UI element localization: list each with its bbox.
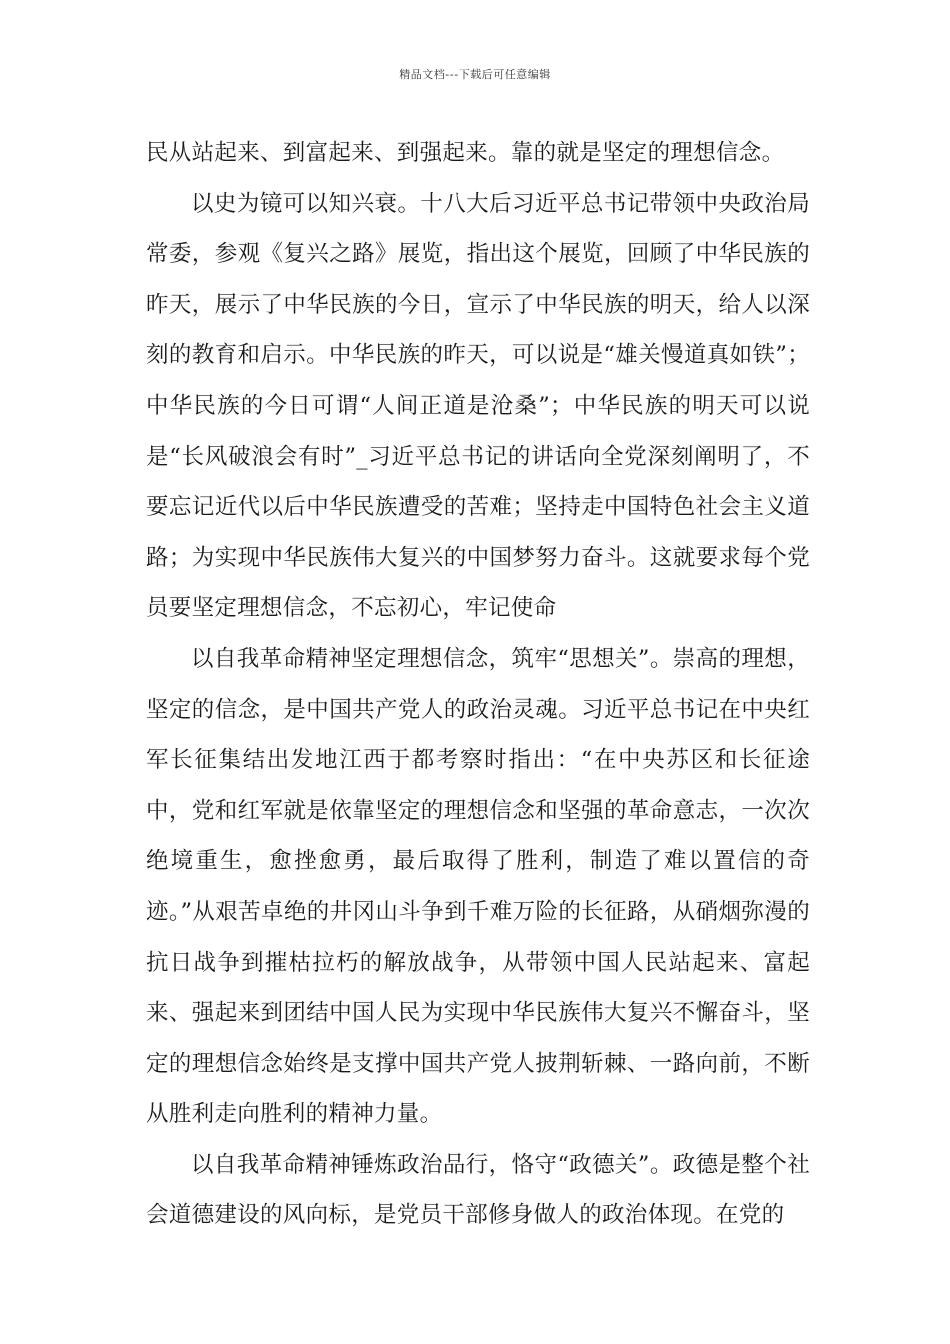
- paragraph-continuation: 民从站起来、到富起来、到强起来。靠的就是坚定的理想信念。: [146, 140, 785, 166]
- document-body: [146, 128, 810, 1241]
- paragraph-political-ethics: 以自我革命精神锤炼政治品行，恪守“政德关”。政德是整个社会道德建设的风向标，是党员干部修身做人的政治体现。在党的: [146, 1151, 810, 1229]
- page-header: 精品文档---下载后可任意编辑: [399, 68, 551, 81]
- paragraph-ideals-belief: 以自我革命精神坚定理想信念，筑牢“思想关”。崇高的理想，坚定的信念，是中国共产党人的政治灵魂。习近平总书记在中央红军长征集结出发地江西于都考察时指出：“在中央苏区和长征途中，党和红军就是依靠坚定的理想信念和坚强的革命意志，一次次绝境重生，愈挫愈勇，最后取得了胜利，制造了难以置信的奇迹。”从艰苦卓绝的井冈山斗争到千难万险的长征路，从硝烟弥漫的抗日战争到摧枯拉朽的解放战争，从带领中国人民站起来、富起来、强起来到团结中国人民为实现中华民族伟大复兴不懈奋斗，坚定的理想信念始终是支撑中国共产党人披荆斩棘、一路向前，不断从胜利走向胜利的精神力量。: [146, 645, 810, 1128]
- paragraph-history-mirror: 以史为镜可以知兴衰。十八大后习近平总书记带领中央政治局常委，参观《复兴之路》展览，指出这个展览，回顾了中华民族的昨天，展示了中华民族的今日，宣示了中华民族的明天，给人以深刻的教育和启示。中华民族的昨天，可以说是“雄关慢道真如铁”；中华民族的今日可谓“人间正道是沧桑”；中华民族的明天可以说是“长风破浪会有时”_习近平总书记的讲话向全党深刻阐明了，不要忘记近代以后中华民族遭受的苦难；坚持走中国特色社会主义道路；为实现中华民族伟大复兴的中国梦努力奋斗。这就要求每个党员要坚定理想信念，不忘初心，牢记使命: [146, 190, 810, 622]
